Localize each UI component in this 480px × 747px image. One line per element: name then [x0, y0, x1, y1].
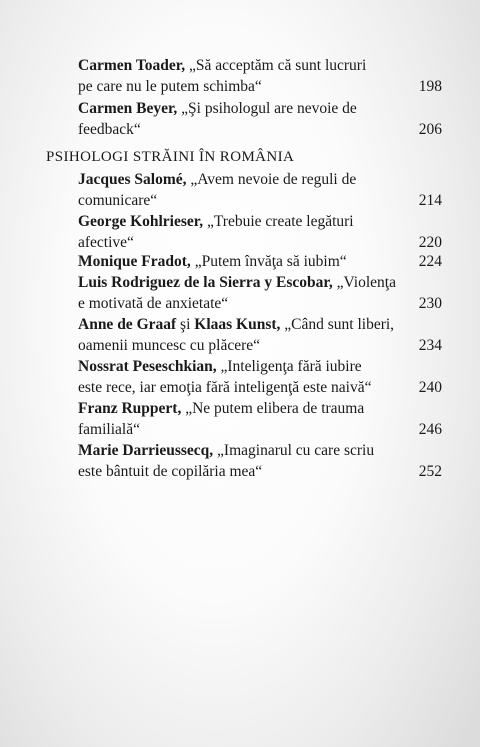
- toc-entry-line: [78, 76, 442, 97]
- toc-title: „Şi psihologul are nevoie de: [181, 100, 357, 117]
- toc-entry-line: [78, 335, 442, 356]
- toc-entry: [78, 169, 442, 211]
- toc-page-number: 224: [418, 253, 442, 270]
- toc-entry-line: [78, 211, 442, 232]
- toc-entry: [78, 356, 442, 398]
- toc-page-number: 230: [418, 295, 442, 312]
- toc-page-number: 234: [418, 337, 442, 354]
- toc-entry-line: [78, 119, 442, 140]
- toc-entry-line: [78, 461, 442, 482]
- toc-author: Carmen Beyer,: [78, 100, 178, 117]
- toc-title-cont: feedback“: [78, 121, 141, 138]
- toc-entry-line: [78, 272, 442, 293]
- toc-entry: [78, 440, 442, 482]
- toc-author: George Kohlrieser,: [78, 213, 204, 230]
- toc-entry-line: [78, 314, 442, 335]
- toc-title: „Ne putem elibera de trauma: [185, 400, 365, 417]
- toc-title-cont: este bântuit de copilăria mea“: [78, 463, 263, 480]
- toc-author: Jacques Salomé,: [78, 171, 187, 188]
- toc-title-cont: familială“: [78, 421, 140, 438]
- toc-page-number: 214: [418, 192, 442, 209]
- toc-entry-line: [78, 232, 442, 253]
- section-heading: PSIHOLOGI STRĂINI ÎN ROMÂNIA: [46, 149, 295, 165]
- toc-title-cont: comunicare“: [78, 192, 158, 209]
- toc-title: „Imaginarul cu care scriu: [217, 442, 375, 459]
- toc-entry: [78, 55, 442, 97]
- toc-entry-line: [78, 293, 442, 314]
- toc-author: Anne de Graaf: [78, 316, 177, 333]
- toc-title-cont: e motivată de anxietate“: [78, 295, 229, 312]
- toc-entry-line: [78, 98, 442, 119]
- toc-entry-line: [78, 190, 442, 211]
- toc-entry: [78, 98, 442, 140]
- toc-page-number: 246: [418, 421, 442, 438]
- toc-page-number: 220: [418, 234, 442, 251]
- toc-entry-line: [78, 169, 442, 190]
- toc-entry-line: [78, 55, 442, 76]
- toc-author-joiner: şi: [180, 316, 191, 333]
- toc-title: „Avem nevoie de reguli de: [190, 171, 357, 188]
- toc-title-cont: este rece, iar emoţia fără inteligenţă este naivă“: [78, 379, 372, 396]
- toc-entry-line: [78, 419, 442, 440]
- toc-title: „Putem învăţa să iubim“: [194, 253, 347, 270]
- toc-title-cont: pe care nu le putem schimba“: [78, 78, 262, 95]
- toc-title: „Să acceptăm că sunt lucruri: [188, 57, 367, 74]
- toc-author-2: Klaas Kunst,: [194, 316, 281, 333]
- toc-title: „Trebuie create legături: [207, 213, 354, 230]
- toc-title: „Violenţa: [336, 274, 396, 291]
- toc-author: Nossrat Peseschkian,: [78, 358, 217, 375]
- toc-entry: [78, 398, 442, 440]
- toc-author: Monique Fradot,: [78, 253, 191, 270]
- toc-title-cont: oamenii muncesc cu plăcere“: [78, 337, 261, 354]
- toc-author: Carmen Toader,: [78, 57, 186, 74]
- toc-page-number: 198: [418, 78, 442, 95]
- toc-title-cont: afective“: [78, 234, 134, 251]
- toc-title: „Inteligenţa fără iubire: [220, 358, 362, 375]
- toc-entry-line: [78, 398, 442, 419]
- toc-page-number: 206: [418, 121, 442, 138]
- toc-entry: [78, 251, 442, 272]
- toc-entry-line: [78, 356, 442, 377]
- toc-entry: [78, 314, 442, 356]
- toc-entry-line: [78, 251, 442, 272]
- toc-entry: [78, 272, 442, 314]
- toc-author: Luis Rodriguez de la Sierra y Escobar,: [78, 274, 333, 291]
- toc-page-number: 252: [418, 463, 442, 480]
- toc-title: „Când sunt liberi,: [284, 316, 395, 333]
- toc-author: Marie Darrieussecq,: [78, 442, 214, 459]
- toc-entry: [78, 211, 442, 253]
- toc-page-number: 240: [418, 379, 442, 396]
- toc-entry-line: [78, 377, 442, 398]
- toc-author: Franz Ruppert,: [78, 400, 182, 417]
- toc-entry-line: [78, 440, 442, 461]
